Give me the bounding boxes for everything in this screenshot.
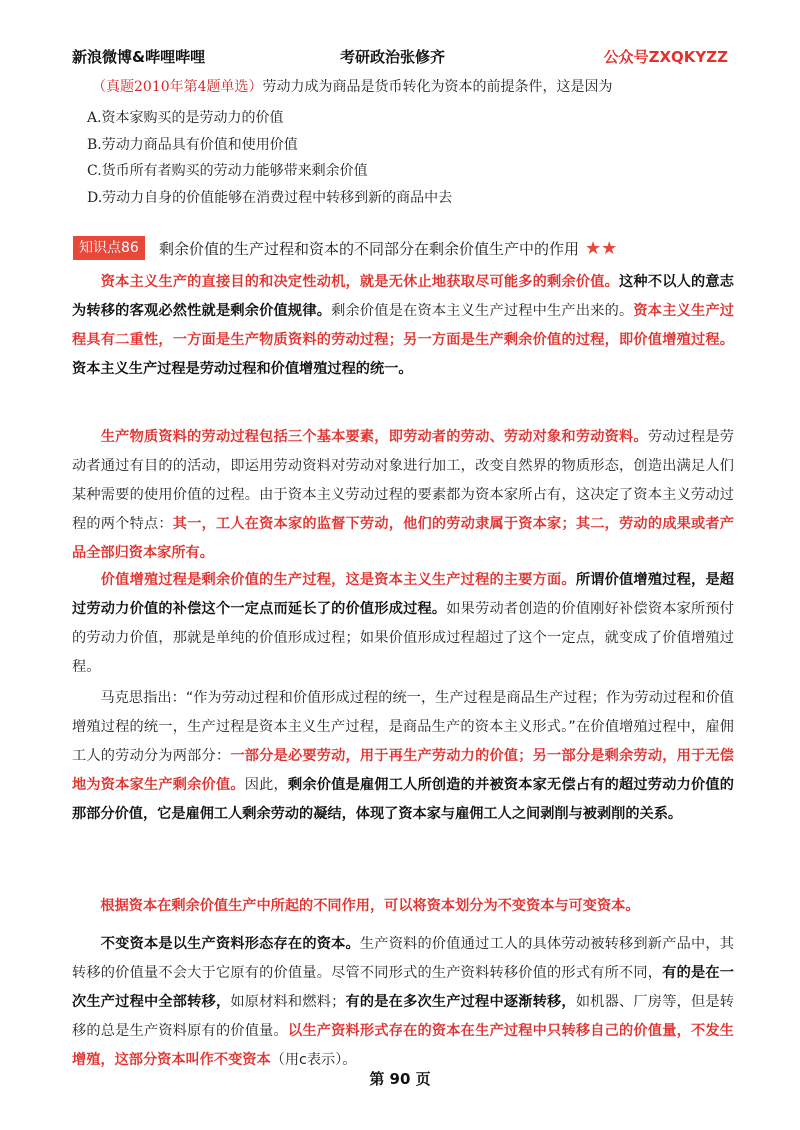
question-stem: 劳动力成为商品是货币转化为资本的前提条件，这是因为: [262, 79, 613, 95]
question-option-b: B.劳动力商品具有价值和使用价值: [87, 137, 298, 153]
header-wechat: 公众号ZXQKYZZ: [603, 48, 728, 66]
text-run: 所谓价值增殖过程，是超过劳动力价值的补偿这个一定点而延长了的价值形成过程。: [72, 572, 734, 617]
text-run: 如机器、厂房等，但是转移的总是生产资料原有的价值量。: [72, 994, 734, 1039]
text-run: 马克思指出：“作为劳动过程和价值形成过程的统一，生产过程是商品生产过程；作为劳动过程和价值增殖过程的统一，生产过程是资本主义生产过程，是商品生产的资本主义形式。”在价值增殖过程中，雇佣工人的劳动分为两部分：: [72, 690, 734, 764]
text-run: 如果劳动者创造的价值刚好补偿资本家所预付的劳动力价值，那就是单纯的价值形成过程；如果价值形成过程超过了这个一定点，就变成了价值增殖过程。: [72, 601, 734, 675]
question-option-d: D.劳动力自身的价值能够在消费过程中转移到新的商品中去: [87, 190, 453, 206]
text-run: 有的是在多次生产过程中逐渐转移，: [345, 994, 576, 1010]
page-number: 第 90 页: [369, 1070, 431, 1088]
knowledge-point-title-line: [159, 238, 617, 259]
importance-stars-icon: ★★: [585, 238, 618, 259]
text-run: （用c表示）。: [270, 1052, 357, 1068]
paragraph-labor-process: [72, 423, 734, 568]
text-run: 劳动过程是劳动者通过有目的的活动，即运用劳动资料对劳动对象进行加工，改变自然界的物质形态，创造出满足人们某种需要的使用价值的过程。由于资本主义劳动过程的要素都为资本家所占有，这决定了资本主义劳动过程的两个特点：: [72, 429, 734, 532]
text-run: 根据资本在剩余价值生产中所起的不同作用，可以将资本划分为不变资本与可变资本。: [72, 898, 640, 914]
text-run: 剩余价值是雇佣工人所创造的并被资本家无偿占有的超过劳动力价值的那部分价值，它是雇佣工人剩余劳动的凝结，体现了资本家与雇佣工人之间剥削与被剥削的关系。: [72, 777, 734, 822]
text-run: 生产资料的价值通过工人的具体劳动被转移到新产品中，其转移的价值量不会大于它原有的价值量。尽管不同形式的生产资料转移价值的形式有所不同，: [72, 936, 734, 981]
text-run: 有的是在一次生产过程中全部转移，: [72, 965, 734, 1010]
paragraph-marx-quote: [72, 684, 734, 829]
text-run: 价值增殖过程是剩余价值的生产过程，这是资本主义生产过程的主要方面。: [72, 572, 576, 588]
knowledge-point-title: 剩余价值的生产过程和资本的不同部分在剩余价值生产中的作用: [159, 240, 580, 258]
text-run: 因此，: [244, 777, 288, 793]
page-header: [72, 46, 728, 68]
text-run: 以生产资料形式存在的资本在生产过程中只转移自己的价值量，不发生增殖，这部分资本叫作不变资本: [72, 1023, 734, 1068]
text-run: 剩余价值是在资本主义生产过程中生产出来的。: [331, 303, 634, 319]
text-run: 资本主义生产的直接目的和决定性动机，就是无休止地获取尽可能多的剩余价值。: [72, 274, 620, 290]
question-source: （真题2010年第4题单选）: [92, 79, 263, 95]
paragraph-capital-division: [72, 892, 734, 921]
paragraph-constant-capital: [72, 930, 734, 1075]
question-option-c: C.货币所有者购买的劳动力能够带来剩余价值: [87, 163, 368, 179]
text-run: 其一，工人在资本家的监督下劳动，他们的劳动隶属于资本家；其二，劳动的成果或者产品全部归资本家所有。: [72, 516, 734, 561]
text-run: 资本主义生产过程具有二重性，一方面是生产物质资料的劳动过程；另一方面是生产剩余价值的过程，即价值增殖过程。: [72, 303, 734, 348]
question-stem-line: [92, 76, 613, 96]
question-option-a: A.资本家购买的是劳动力的价值: [87, 110, 284, 126]
text-run: 生产物质资料的劳动过程包括三个基本要素，即劳动者的劳动、劳动对象和劳动资料。: [72, 429, 648, 445]
text-run: 资本主义生产过程是劳动过程和价值增殖过程的统一。: [72, 361, 413, 377]
header-author: 考研政治张修齐: [340, 48, 446, 66]
text-run: 如原材料和燃料；: [230, 994, 346, 1010]
text-run: 不变资本是以生产资料形态存在的资本。: [72, 936, 360, 952]
header-weibo-bilibili: 新浪微博&哔哩哔哩: [72, 48, 206, 66]
paragraph-surplus-value-law: [72, 268, 734, 384]
knowledge-point-header: [73, 236, 733, 260]
knowledge-point-tag: 知识点86: [73, 236, 145, 260]
paragraph-value-increment: [72, 566, 734, 682]
text-run: 一部分是必要劳动，用于再生产劳动力的价值；另一部分是剩余劳动，用于无偿地为资本家生产剩余价值。: [72, 748, 734, 793]
text-run: 这种不以人的意志为转移的客观必然性就是剩余价值规律。: [72, 274, 734, 319]
